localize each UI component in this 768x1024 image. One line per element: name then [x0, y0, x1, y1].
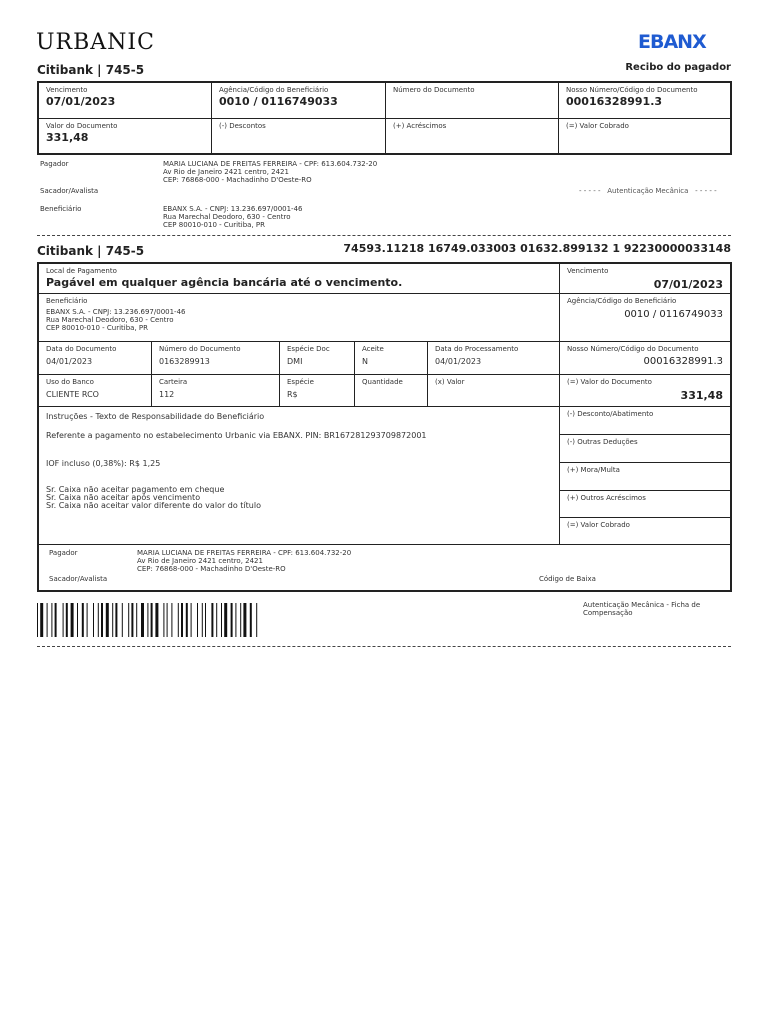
- barcode-bar: [231, 603, 233, 637]
- barcode-bar: [128, 603, 129, 637]
- valor-x: (x) Valor: [435, 378, 465, 386]
- barcode-bar: [202, 603, 203, 637]
- numero-documento: Número do Documento 0163289913: [159, 345, 241, 366]
- slip-pagador-info: MARIA LUCIANA DE FREITAS FERREIRA - CPF: 613.604.732-20 Av Rio de Janeiro 2421 centro, 2421 CEP: 76868-000 - Machadinho D'Oeste-RO: [137, 549, 352, 573]
- slip-valor-cobrado: (=) Valor Cobrado: [567, 521, 630, 529]
- barcode-bar: [155, 603, 158, 637]
- barcode-bar: [147, 603, 148, 637]
- receipt-vencimento: Vencimento 07/01/2023: [46, 86, 116, 108]
- receipt-pagador-label: Pagador: [40, 160, 69, 168]
- receipt-table: [37, 81, 732, 155]
- slip-bank-name: Citibank | 745-5: [37, 244, 145, 258]
- barcode-bar: [106, 603, 109, 637]
- slip-valor-documento: (=) Valor do Documento 331,48: [567, 378, 723, 402]
- barcode-bar: [243, 603, 246, 637]
- barcode-bar: [250, 603, 252, 637]
- receipt-valor-cobrado: (=) Valor Cobrado: [566, 122, 629, 130]
- bottom-cut-line: [37, 646, 731, 647]
- uso-banco: Uso do Banco CLIENTE RCO: [46, 378, 99, 399]
- receipt-pagador-info: MARIA LUCIANA DE FREITAS FERREIRA - CPF: 613.604.732-20 Av Rio de Janeiro 2421 centro, 2421 CEP: 76868-000 - Machadinho D'Oeste-RO: [163, 160, 378, 184]
- barcode-bar: [47, 603, 48, 637]
- receipt-descontos: (-) Descontos: [219, 122, 266, 130]
- barcode-bar: [82, 603, 84, 637]
- receipt-beneficiario-label: Beneficiário: [40, 205, 82, 213]
- cut-line: [37, 235, 731, 236]
- receipt-acrescimos: (+) Acréscimos: [393, 122, 447, 130]
- ebanx-logo: EBANX: [638, 31, 706, 53]
- barcode-bar: [40, 603, 43, 637]
- barcode-bar: [235, 603, 236, 637]
- slip-sacador-label: Sacador/Avalista: [49, 575, 108, 583]
- data-documento: Data do Documento 04/01/2023: [46, 345, 117, 366]
- quantidade: Quantidade: [362, 378, 403, 386]
- outras-deducoes: (-) Outras Deduções: [567, 438, 638, 446]
- urbanic-logo: URBANIC: [36, 30, 155, 55]
- slip-beneficiario: Beneficiário EBANX S.A. - CNPJ: 13.236.697/0001-46 Rua Marechal Deodoro, 630 - Centro CEP 80010-010 - Curitiba, PR: [46, 297, 186, 332]
- barcode-bar: [178, 603, 179, 637]
- barcode-bar: [197, 603, 198, 637]
- mora-multa: (+) Mora/Multa: [567, 466, 620, 474]
- barcode-bar: [55, 603, 57, 637]
- barcode-bar: [93, 603, 94, 637]
- receipt-beneficiario-info: EBANX S.A. - CNPJ: 13.236.697/0001-46 Rua Marechal Deodoro, 630 - Centro CEP 80010-010 - Curitiba, PR: [163, 205, 303, 229]
- barcode-bar: [63, 603, 64, 637]
- slip-vencimento: Vencimento 07/01/2023: [567, 267, 723, 291]
- especie-doc: Espécie Doc DMI: [287, 345, 330, 366]
- instrucoes: Instruções - Texto de Responsabilidade do Beneficiário Referente a pagamento no estabelecimento Urbanic via EBANX. PIN: BR167281293709872001 IOF incluso (0,38%): R$ 1,25 Sr. Caixa não aceitar pagamento em cheque Sr. Caixa não aceitar após vencimento Sr. Caixa não aceitar valor diferente do valor do título: [46, 412, 427, 510]
- barcode-bar: [240, 603, 241, 637]
- barcode-bar: [51, 603, 52, 637]
- barcode-bar: [191, 603, 192, 637]
- autenticacao-ficha: Autenticação Mecânica - Ficha de Compensação: [583, 601, 701, 617]
- barcode-bar: [167, 603, 168, 637]
- slip-nosso-numero: Nosso Número/Código do Documento 00016328991.3: [567, 345, 723, 367]
- data-processamento: Data do Processamento 04/01/2023: [435, 345, 519, 366]
- slip-pagador-label: Pagador: [49, 549, 78, 557]
- carteira: Carteira 112: [159, 378, 188, 399]
- barcode-bar: [224, 603, 227, 637]
- barcode-bar: [87, 603, 88, 637]
- barcode-bar: [66, 603, 68, 637]
- aceite: Aceite N: [362, 345, 384, 366]
- barcode-bar: [141, 603, 144, 637]
- receipt-autenticacao: - - - - - Autenticação Mecânica - - - - -: [579, 187, 717, 195]
- barcode-bar: [131, 603, 133, 637]
- receipt-nosso-numero: Nosso Número/Código do Documento 00016328991.3: [566, 86, 698, 108]
- barcode-bar: [98, 603, 99, 637]
- local-pagamento: Local de Pagamento Pagável em qualquer agência bancária até o vencimento.: [46, 267, 403, 289]
- barcode-bar: [101, 603, 103, 637]
- receipt-valor-doc: Valor do Documento 331,48: [46, 122, 118, 144]
- barcode: [37, 603, 337, 637]
- barcode-bar: [136, 603, 137, 637]
- codigo-baixa-label: Código de Baixa: [539, 575, 596, 583]
- barcode-bar: [256, 603, 257, 637]
- barcode-bar: [77, 603, 78, 637]
- barcode-bar: [122, 603, 123, 637]
- receipt-title: Recibo do pagador: [625, 62, 731, 73]
- barcode-bar: [181, 603, 183, 637]
- barcode-bar: [37, 603, 38, 637]
- barcode-bar: [71, 603, 74, 637]
- bank-name: Citibank | 745-5: [37, 63, 145, 77]
- barcode-bar: [221, 603, 222, 637]
- outros-acrescimos: (+) Outros Acréscimos: [567, 494, 646, 502]
- slip-table: [37, 262, 732, 592]
- barcode-bar: [211, 603, 213, 637]
- barcode-bar: [112, 603, 113, 637]
- barcode-bar: [163, 603, 164, 637]
- barcode-bar: [115, 603, 117, 637]
- desconto-abatimento: (-) Desconto/Abatimento: [567, 410, 654, 418]
- barcode-bar: [216, 603, 217, 637]
- receipt-sacador-label: Sacador/Avalista: [40, 187, 99, 195]
- barcode-bar: [186, 603, 188, 637]
- especie: Espécie R$: [287, 378, 314, 399]
- slip-agencia: Agência/Código do Beneficiário 0010 / 0116749033: [567, 297, 723, 320]
- barcode-bar: [151, 603, 153, 637]
- barcode-bar: [205, 603, 206, 637]
- linha-digitavel: 74593.11218 16749.033003 01632.899132 1 92230000033148: [343, 242, 731, 255]
- barcode-bar: [171, 603, 172, 637]
- receipt-num-doc: Número do Documento: [393, 86, 475, 94]
- receipt-agencia: Agência/Código do Beneficiário 0010 / 0116749033: [219, 86, 338, 108]
